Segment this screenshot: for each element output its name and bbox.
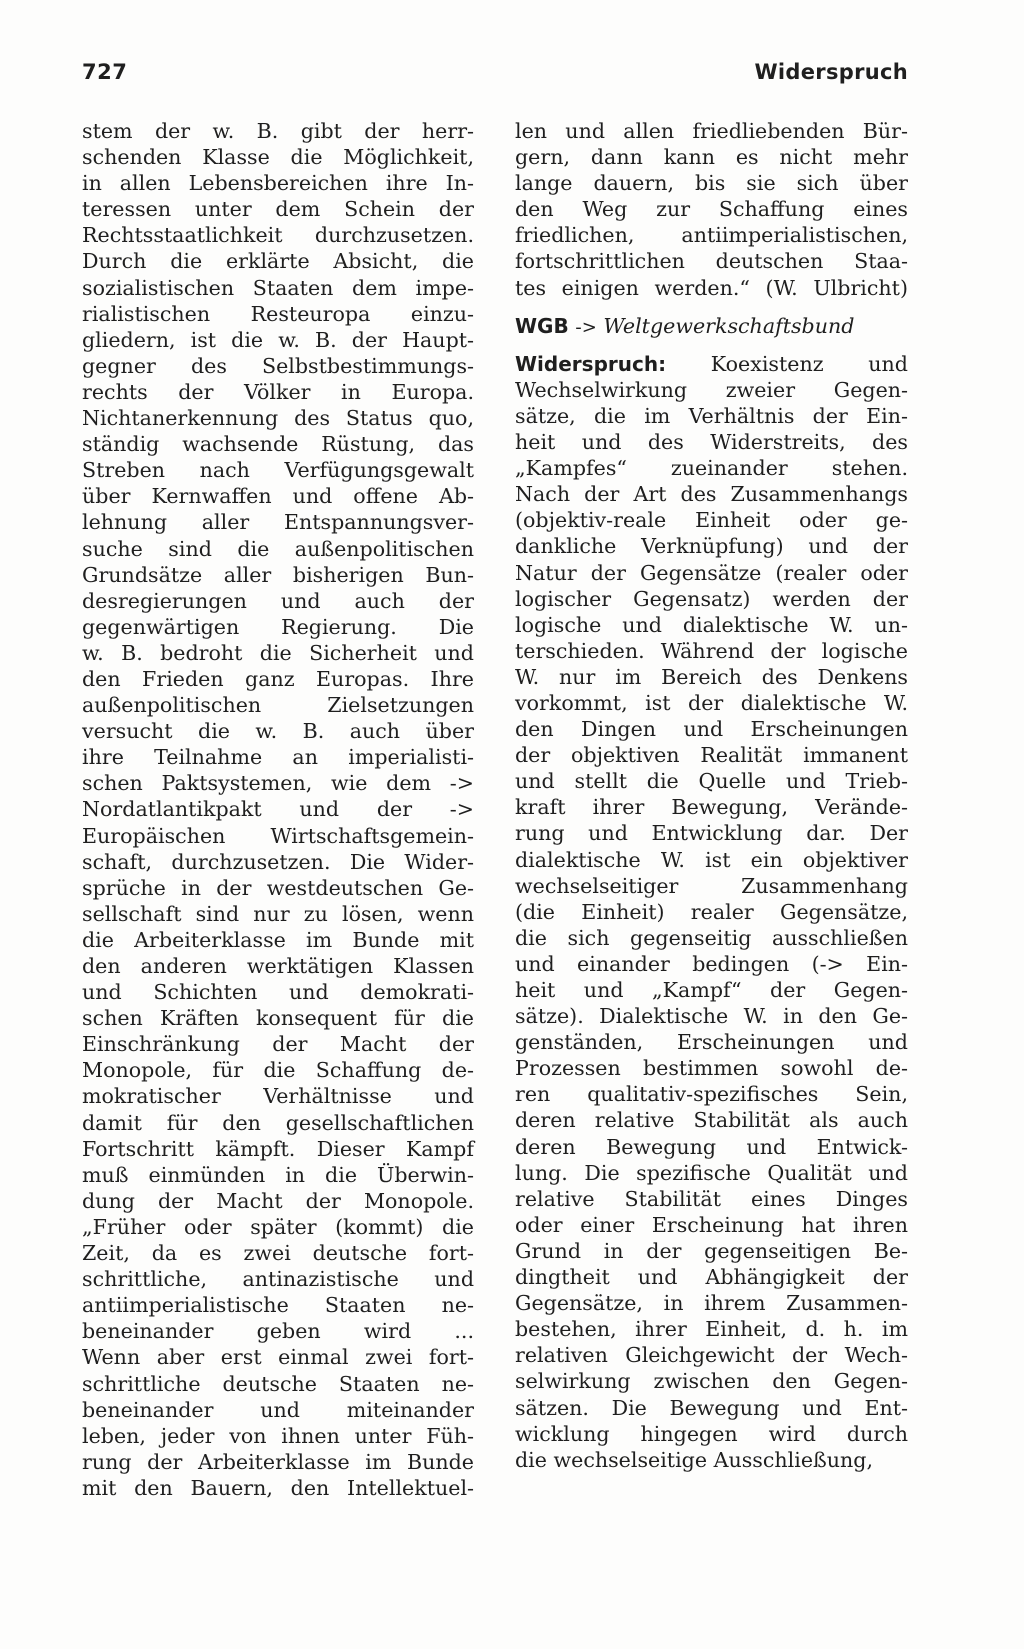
text-line: schen Kräften konsequent für die: [82, 1006, 474, 1031]
text-line: den Frieden ganz Europas. Ihre: [82, 666, 474, 691]
text-line: rialistischen Resteuropa einzu-: [82, 301, 474, 326]
cross-reference-arrow-icon: ->: [575, 316, 597, 338]
widerspruch-definition: [515, 377, 908, 1473]
page-number: 727: [82, 60, 128, 84]
text-line: wicklung hingegen wird durch: [515, 1421, 908, 1446]
text-line: desregierungen und auch der: [82, 588, 474, 613]
text-line: gern, dann kann es nicht mehr: [515, 145, 908, 170]
text-line: Europäischen Wirtschaftsgemein-: [82, 823, 474, 848]
text-line: schaft, durchzusetzen. Die Wider-: [82, 849, 474, 874]
text-line: gliedern, ist die w. B. der Haupt-: [82, 327, 474, 352]
text-line: Einschränkung der Macht der: [82, 1032, 474, 1057]
text-line: Wechselwirkung zweier Gegen-: [515, 377, 908, 402]
text-line: den Weg zur Schaffung eines: [515, 197, 908, 222]
text-line: rung und Entwicklung dar. Der: [515, 821, 908, 846]
text-line: tes einigen werden.“ (W. Ulbricht): [515, 275, 908, 300]
text-line: rung der Arbeiterklasse im Bunde: [82, 1449, 474, 1474]
text-line: muß einmünden in die Überwin-: [82, 1162, 474, 1187]
text-line: genständen, Erscheinungen und: [515, 1030, 908, 1055]
text-line: mit den Bauern, den Intellektuel-: [82, 1475, 474, 1500]
text-line: ihre Teilnahme an imperialisti-: [82, 745, 474, 770]
text-line: Fortschritt kämpft. Dieser Kampf: [82, 1136, 474, 1161]
text-line: die wechselseitige Ausschließung,: [515, 1447, 874, 1472]
text-line: oder einer Erscheinung hat ihren: [515, 1212, 908, 1237]
text-line: heit und „Kampf“ der Gegen-: [515, 978, 908, 1002]
text-line: gegner des Selbstbestimmungs-: [82, 353, 474, 378]
left-column: [82, 118, 474, 1501]
text-line: Nordatlantikpakt und der ->: [82, 797, 474, 822]
text-line: W. nur im Bereich des Denkens: [515, 664, 908, 689]
text-line: len und allen friedliebenden Bür-: [515, 119, 908, 143]
text-line: Nach der Art des Zusammenhangs: [515, 482, 908, 507]
continued-entry-text: [515, 118, 908, 301]
text-line: Rechtsstaatlichkeit durchzusetzen.: [82, 223, 474, 248]
text-line: (objektiv-reale Einheit oder ge-: [515, 508, 908, 533]
text-line: den anderen werktätigen Klassen: [82, 954, 474, 978]
page-header: [82, 60, 908, 96]
text-line: sellschaft sind nur zu lösen, wenn: [82, 901, 474, 926]
text-line: beneinander und miteinander: [82, 1397, 474, 1422]
text-line: und einander bedingen (-> Ein-: [515, 951, 908, 976]
text-line: „Früher oder später (kommt) die: [82, 1214, 474, 1239]
text-line: sätze, die im Verhältnis der Ein-: [515, 403, 908, 428]
text-line: selwirkung zwischen den Gegen-: [515, 1369, 908, 1394]
entry-wgb: [515, 313, 908, 339]
entry-definition-start: Koexistenz und: [710, 351, 908, 376]
text-line: schenden Klasse die Möglichkeit,: [82, 145, 474, 170]
text-line: in allen Lebensbereichen ihre In-: [82, 171, 474, 196]
text-line: dialektische W. ist ein objektiver: [515, 847, 908, 872]
text-line: heit und des Widerstreits, des: [515, 430, 908, 455]
text-line: suche sind die außenpolitischen: [82, 536, 474, 561]
text-line: friedlichen, antiimperialistischen,: [515, 223, 908, 248]
entry-term: WGB: [515, 313, 569, 338]
text-line: den Dingen und Erscheinungen: [515, 717, 908, 742]
text-line: logischer Gegensatz) werden der: [515, 586, 908, 611]
text-line: dankliche Verknüpfung) und der: [515, 534, 908, 559]
running-head: Widerspruch: [754, 60, 908, 84]
text-line: Nichtanerkennung des Status quo,: [82, 406, 474, 431]
text-line: lung. Die spezifische Qualität und: [515, 1160, 908, 1185]
text-line: über Kernwaffen und offene Ab-: [82, 484, 474, 509]
text-line: deren relative Stabilität als auch: [515, 1108, 908, 1133]
text-line: w. B. bedroht die Sicherheit und: [82, 640, 474, 665]
text-line: fortschrittlichen deutschen Staa-: [515, 249, 908, 274]
text-line: bestehen, ihrer Einheit, d. h. im: [515, 1317, 908, 1342]
text-line: versucht die w. B. auch über: [82, 719, 474, 744]
text-line: lehnung aller Entspannungsver-: [82, 510, 474, 535]
text-line: gegenwärtigen Regierung. Die: [82, 614, 474, 639]
text-line: ständig wachsende Rüstung, das: [82, 432, 474, 457]
text-line: Wenn aber erst einmal zwei fort-: [82, 1345, 474, 1370]
text-line: teressen unter dem Schein der: [82, 197, 474, 222]
text-line: schen Paktsystemen, wie dem ->: [82, 771, 474, 796]
text-line: Streben nach Verfügungsgewalt: [82, 458, 474, 483]
text-line: die Arbeiterklasse im Bunde mit: [82, 927, 474, 952]
entry-widerspruch-first-line: [515, 351, 908, 377]
text-line: und stellt die Quelle und Trieb-: [515, 769, 908, 794]
text-line: sozialistischen Staaten dem impe-: [82, 275, 474, 300]
text-line: Zeit, da es zwei deutsche fort-: [82, 1241, 474, 1266]
text-line: vorkommt, ist der dialektische W.: [515, 690, 908, 715]
text-line: damit für den gesellschaftlichen: [82, 1110, 474, 1135]
text-line: außenpolitischen Zielsetzungen: [82, 693, 474, 718]
text-line: rechts der Völker in Europa.: [82, 379, 474, 404]
text-line: beneinander geben wird ...: [82, 1319, 474, 1344]
text-line: „Kampfes“ zueinander stehen.: [515, 456, 908, 481]
text-line: kraft ihrer Bewegung, Verände-: [515, 795, 908, 820]
text-line: Grund in der gegenseitigen Be-: [515, 1238, 908, 1263]
text-line: Grundsätze aller bisherigen Bun-: [82, 562, 474, 587]
text-line: Durch die erklärte Absicht, die: [82, 249, 474, 274]
text-line: antiimperialistische Staaten ne-: [82, 1293, 474, 1318]
text-line: deren Bewegung und Entwick-: [515, 1134, 908, 1159]
text-line: mokratischer Verhältnisse und: [82, 1084, 474, 1109]
text-line: relativen Gleichgewicht der Wech-: [515, 1343, 908, 1368]
text-line: wechselseitiger Zusammenhang: [515, 873, 908, 898]
text-line: terschieden. Während der logische: [515, 638, 908, 663]
entry-term: Widerspruch:: [515, 351, 667, 376]
text-line: Prozessen bestimmen sowohl de-: [515, 1056, 908, 1081]
text-line: Natur der Gegensätze (realer oder: [515, 560, 908, 585]
text-line: sprüche in der westdeutschen Ge-: [82, 875, 474, 900]
text-line: lange dauern, bis sie sich über: [515, 171, 908, 196]
text-line: Gegensätze, in ihrem Zusammen-: [515, 1291, 908, 1316]
text-line: stem der w. B. gibt der herr-: [82, 119, 474, 143]
text-line: der objektiven Realität immanent: [515, 743, 908, 768]
text-line: schrittliche, antinazistische und: [82, 1267, 474, 1292]
text-line: ren qualitativ-spezifisches Sein,: [515, 1082, 908, 1107]
text-line: leben, jeder von ihnen unter Füh-: [82, 1423, 474, 1448]
text-line: schrittliche deutsche Staaten ne-: [82, 1371, 474, 1396]
text-line: dingtheit und Abhängigkeit der: [515, 1265, 908, 1290]
right-column: [515, 118, 908, 1473]
text-line: logische und dialektische W. un-: [515, 612, 908, 637]
text-line: relative Stabilität eines Dinges: [515, 1186, 908, 1211]
text-line: Monopole, für die Schaffung de-: [82, 1058, 474, 1083]
text-line: dung der Macht der Monopole.: [82, 1188, 474, 1213]
cross-reference-link[interactable]: Weltgewerkschaftsbund: [603, 313, 855, 338]
text-line: (die Einheit) realer Gegensätze,: [515, 899, 908, 924]
text-line: sätzen. Die Bewegung und Ent-: [515, 1395, 908, 1420]
text-line: die sich gegenseitig ausschließen: [515, 925, 908, 950]
text-line: und Schichten und demokrati-: [82, 980, 474, 1005]
text-line: sätze). Dialektische W. in den Ge-: [515, 1004, 908, 1029]
